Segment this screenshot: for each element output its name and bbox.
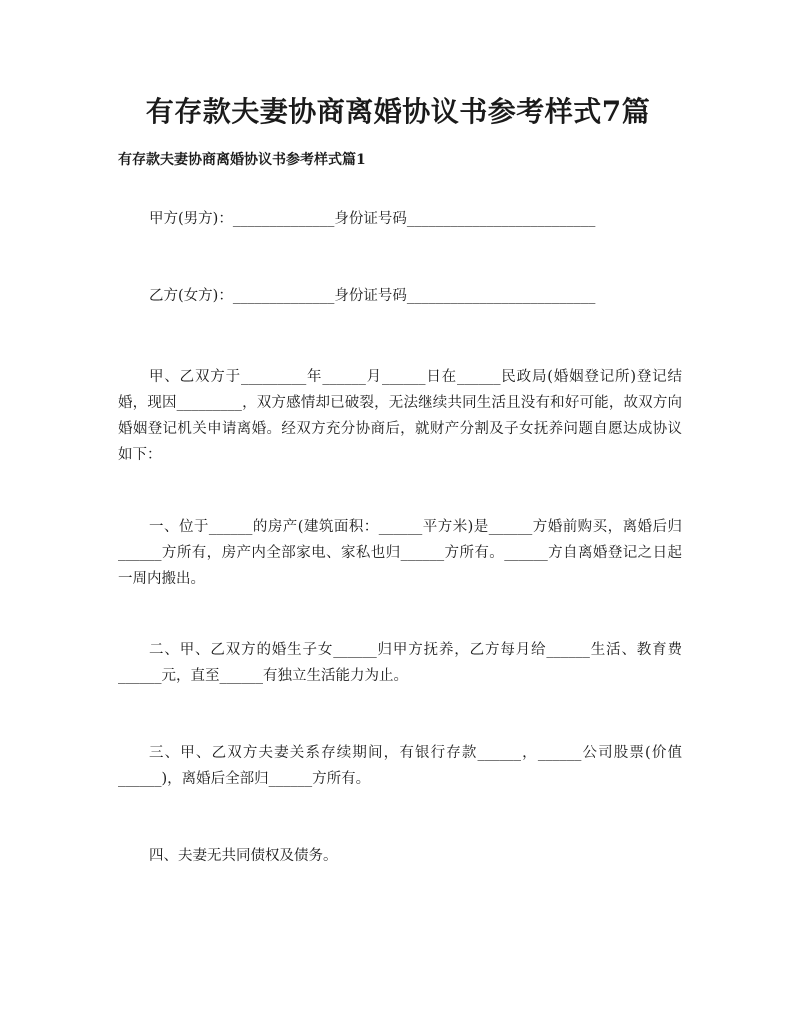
clause-4-paragraph: 四、夫妻无共同债权及债务。 — [149, 848, 338, 864]
clause-2-paragraph: 二、甲、乙双方的婚生子女______归甲方抚养，乙方每月给______生活、教育费______元，直至______有独立生活能力为止。 — [118, 642, 682, 684]
clause-3-paragraph: 三、甲、乙双方夫妻关系存续期间，有银行存款______，______公司股票(价值______)，离婚后全部归______方所有。 — [118, 745, 682, 787]
intro-paragraph: 甲、乙双方于_________年______月______日在______民政局(婚姻登记所)登记结婚，现因_________，双方感情却已破裂，无法继续共同生活且没有和好可能，故双方向婚姻登记机关申请离婚。经双方充分协商后，就财产分割及子女抚养问题自愿达成协议如下： — [118, 369, 682, 463]
party-a-line: 甲方(男方)：______________身份证号码__________________________ — [149, 211, 596, 227]
party-b-line: 乙方(女方)：______________身份证号码__________________________ — [149, 288, 596, 304]
section-heading: 有存款夫妻协商离婚协议书参考样式篇1 — [118, 152, 366, 168]
document-title: 有存款夫妻协商离婚协议书参考样式7篇 — [145, 95, 651, 128]
clause-1-paragraph: 一、位于______的房产(建筑面积：______平方米)是______方婚前购买，离婚后归______方所有，房产内全部家电、家私也归______方所有。______方自离婚登记之日起一周内搬出。 — [118, 519, 682, 587]
